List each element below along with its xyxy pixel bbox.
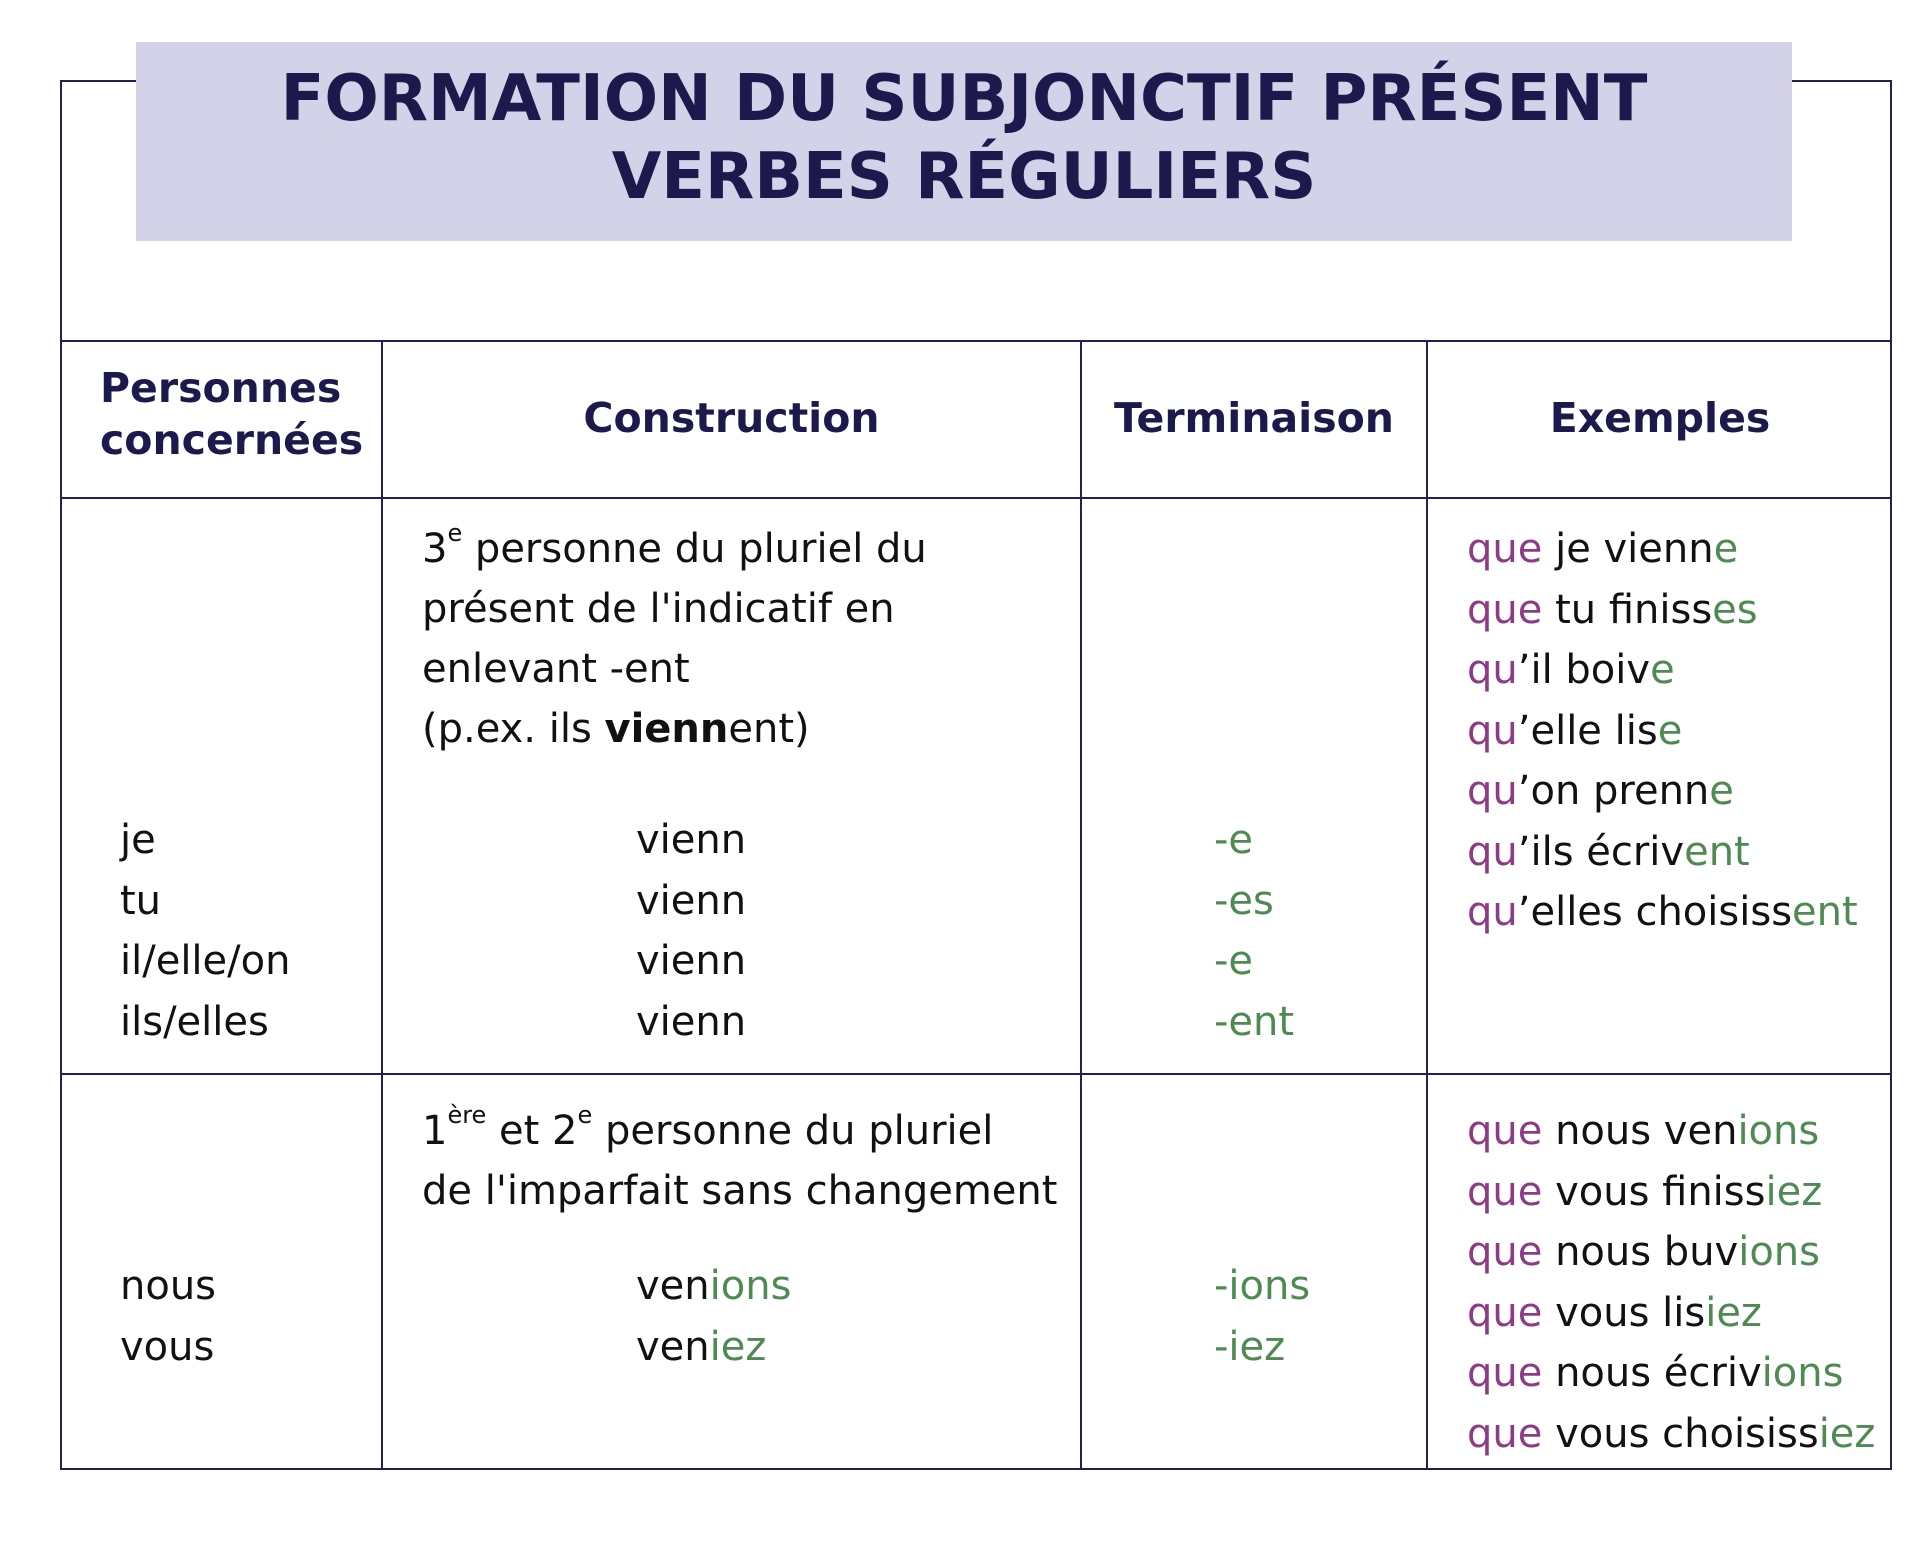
ending-item: -e: [1214, 817, 1254, 863]
stem-item: vienn: [636, 998, 747, 1045]
title-line-1: FORMATION DU SUBJONCTIF PRÉSENT: [280, 62, 1648, 136]
example-item: que je vienne: [1467, 526, 1739, 572]
note-number: 1: [422, 1108, 448, 1154]
row1-note-line-1: [422, 519, 927, 579]
header-personnes: [100, 362, 363, 466]
col-divider-2: [1080, 340, 1082, 1470]
row2-examples: [1467, 1101, 1875, 1464]
stem-item: vienn: [636, 877, 747, 924]
stem-item: veniez: [636, 1323, 767, 1370]
header-personnes-line-2: concernées: [100, 416, 364, 464]
row1-stems: [636, 810, 746, 1052]
person-item: nous: [120, 1263, 217, 1309]
row2-note-line-2: de l'imparfait sans changement: [422, 1168, 1058, 1214]
stem-item: venions: [636, 1263, 792, 1309]
person-item: je: [120, 817, 156, 863]
note-superscript: e: [447, 519, 463, 547]
note-text: personne du pluriel: [592, 1108, 994, 1154]
example-item: qu’elle lise: [1467, 707, 1683, 754]
person-item: tu: [120, 877, 162, 924]
note-superscript: ère: [447, 1101, 487, 1129]
row1-examples: [1467, 519, 1858, 943]
col-divider-1: [381, 340, 383, 1470]
example-item: qu’elles choisissent: [1467, 889, 1858, 935]
person-item: ils/elles: [120, 998, 269, 1045]
note-text: et 2: [486, 1108, 578, 1154]
ending-item: -e: [1214, 938, 1254, 984]
row1-note-line-2: présent de l'indicatif en: [422, 586, 895, 632]
example-item: que vous finissiez: [1467, 1168, 1823, 1215]
row2-endings: [1214, 1256, 1310, 1377]
header-top-rule: [60, 340, 1892, 342]
example-item: qu’il boive: [1467, 647, 1675, 693]
example-item: qu’on prenne: [1467, 768, 1734, 814]
row1-endings: [1214, 810, 1294, 1052]
example-item: que tu finisses: [1467, 586, 1758, 633]
row2-note-line-1: [422, 1101, 1057, 1161]
row2-construction-note: [422, 1101, 1057, 1221]
header-personnes-line-1: Personnes: [100, 364, 342, 412]
row-divider: [60, 1073, 1892, 1075]
example-item: que nous écrivions: [1467, 1350, 1844, 1396]
header-bottom-rule: [60, 497, 1892, 499]
title-line-2: VERBES RÉGULIERS: [611, 140, 1317, 214]
example-item: que nous buvions: [1467, 1229, 1820, 1275]
row1-note-line-4: [422, 699, 927, 759]
row2-persons: [120, 1256, 216, 1377]
example-item: que nous venions: [1467, 1108, 1820, 1154]
header-construction: Construction: [583, 394, 880, 442]
person-item: il/elle/on: [120, 938, 291, 984]
ending-item: -ent: [1214, 998, 1295, 1045]
note-text: (p.ex. ils: [422, 706, 605, 752]
row1-persons: [120, 810, 290, 1052]
stem-item: vienn: [636, 938, 747, 984]
col-divider-3: [1426, 340, 1428, 1470]
note-text: ent): [728, 706, 810, 752]
example-item: que vous choisissiez: [1467, 1410, 1876, 1457]
note-text: personne du pluriel du: [462, 526, 927, 572]
person-item: vous: [120, 1323, 215, 1370]
title-banner: [136, 42, 1792, 241]
stem-item: vienn: [636, 817, 747, 863]
note-bold-stem: vienn: [604, 706, 729, 752]
ending-item: -iez: [1214, 1323, 1286, 1370]
note-number: 3: [422, 526, 448, 572]
row1-construction-note: [422, 519, 927, 759]
ending-item: -es: [1214, 877, 1274, 924]
row1-note-line-3: enlevant -ent: [422, 646, 690, 692]
header-terminaison: Terminaison: [1114, 394, 1394, 442]
example-item: qu’ils écrivent: [1467, 828, 1750, 875]
example-item: que vous lisiez: [1467, 1289, 1762, 1336]
header-exemples: Exemples: [1549, 394, 1771, 442]
row2-stems: [636, 1256, 791, 1377]
note-superscript: e: [577, 1101, 593, 1129]
ending-item: -ions: [1214, 1263, 1311, 1309]
